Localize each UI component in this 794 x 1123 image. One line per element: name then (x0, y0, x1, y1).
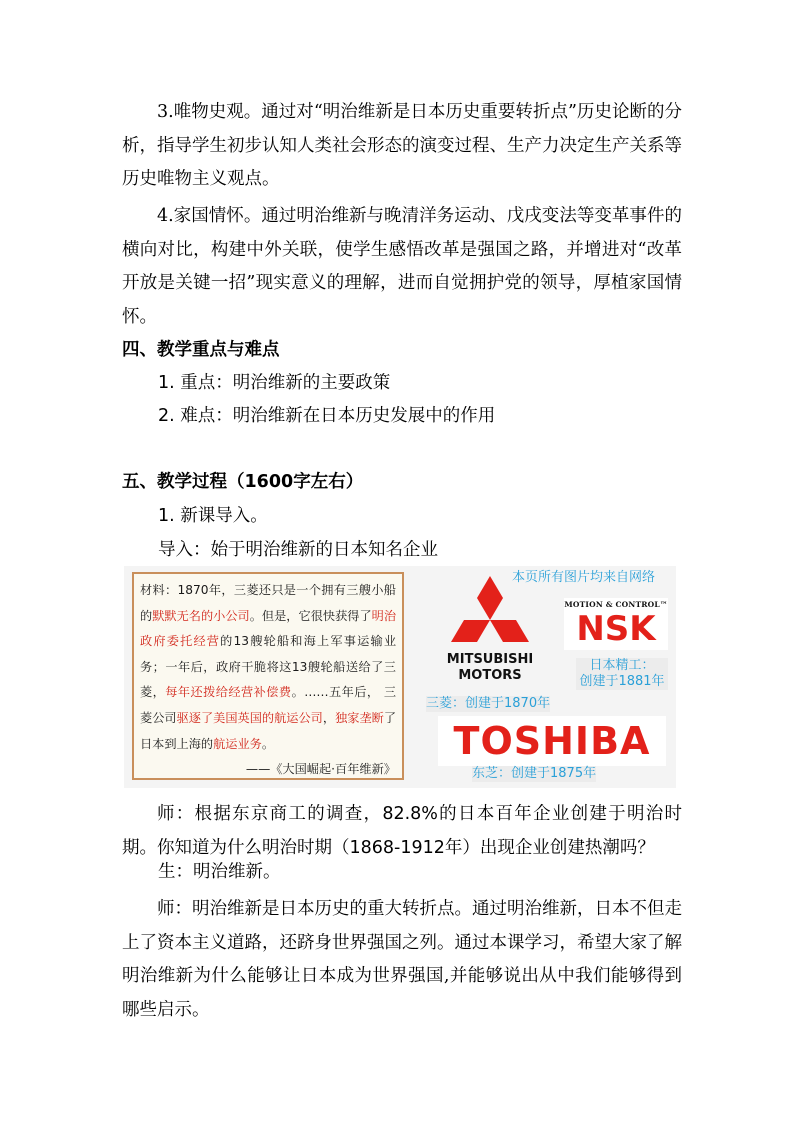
objective-paragraph-patriotism: 4.家国情怀。通过明治维新与晚清洋务运动、戊戌变法等变革事件的横向对比，构建中外关联，使学生感悟改革是强国之路，并增进对“改革开放是关键一招”现实意义的理解，进而自觉拥护党的领导，厚植家国情怀。 (122, 206, 682, 327)
intro-caption: 导入：始于明治维新的日本知名企业 (158, 540, 438, 560)
key-point-item: 1. 重点：明治维新的主要政策 (158, 373, 391, 393)
nsk-caption: 日本精工： 创建于1881年 (576, 658, 668, 690)
teacher-explanation: 师：明治维新是日本历史的重大转折点。通过明治维新，日本不但走上了资本主义道路，还跻身世界强国之列。通过本课学习，希望大家了解明治维新为什么能够让日本成为世界强国,并能够说出从中我们能够得到哪些启示。 (122, 899, 682, 1020)
toshiba-logo: TOSHIBA (438, 716, 666, 766)
step-new-lesson: 1. 新课导入。 (158, 506, 268, 526)
material-source: ——《大国崛起·百年维新》 (245, 762, 396, 777)
toshiba-caption: 东芝：创建于1875年 (472, 766, 597, 781)
student-answer: 生：明治维新。 (158, 862, 281, 882)
material-textbox: 材料：1870年，三菱还只是一个拥有三艘小船的默默无名的小公司。但是，它很快获得了明治政府委托经营的13艘轮船和海上军事运输业务；一年后，政府干脆将这13艘轮船送给了三菱，每年还拨给经营补偿费。……五年后， 三菱公司驱逐了美国英国的航运公司，独家垄断了日本到上海的航运业务。 ——《大国崛起·百年维新》 (132, 572, 404, 780)
section-heading-key-points: 四、教学重点与难点 (122, 340, 280, 360)
mitsubishi-motors-wordmark: MITSUBISHI MOTORS (446, 652, 534, 683)
teacher-question: 师：根据东京商工的调查，82.8%的日本百年企业创建于明治时期。你知道为什么明治时期（1868-1912年）出现企业创建热潮吗？ (122, 804, 682, 858)
mitsubishi-caption: 三菱：创建于1870年 (426, 696, 551, 711)
section-heading-teaching-process: 五、教学过程（1600字左右） (122, 472, 364, 492)
image-credit: 本页所有图片均来自网络 (512, 570, 656, 585)
objective-paragraph-materialism: 3.唯物史观。通过对“明治维新是日本历史重要转折点”历史论断的分析，指导学生初步认知人类社会形态的演变过程、生产力决定生产关系等历史唯物主义观点。 (122, 102, 682, 189)
difficult-point-item: 2. 难点：明治维新在日本历史发展中的作用 (158, 406, 496, 426)
nsk-logo: MOTION & CONTROL™ NSK (564, 600, 668, 649)
companies-figure (124, 566, 676, 788)
